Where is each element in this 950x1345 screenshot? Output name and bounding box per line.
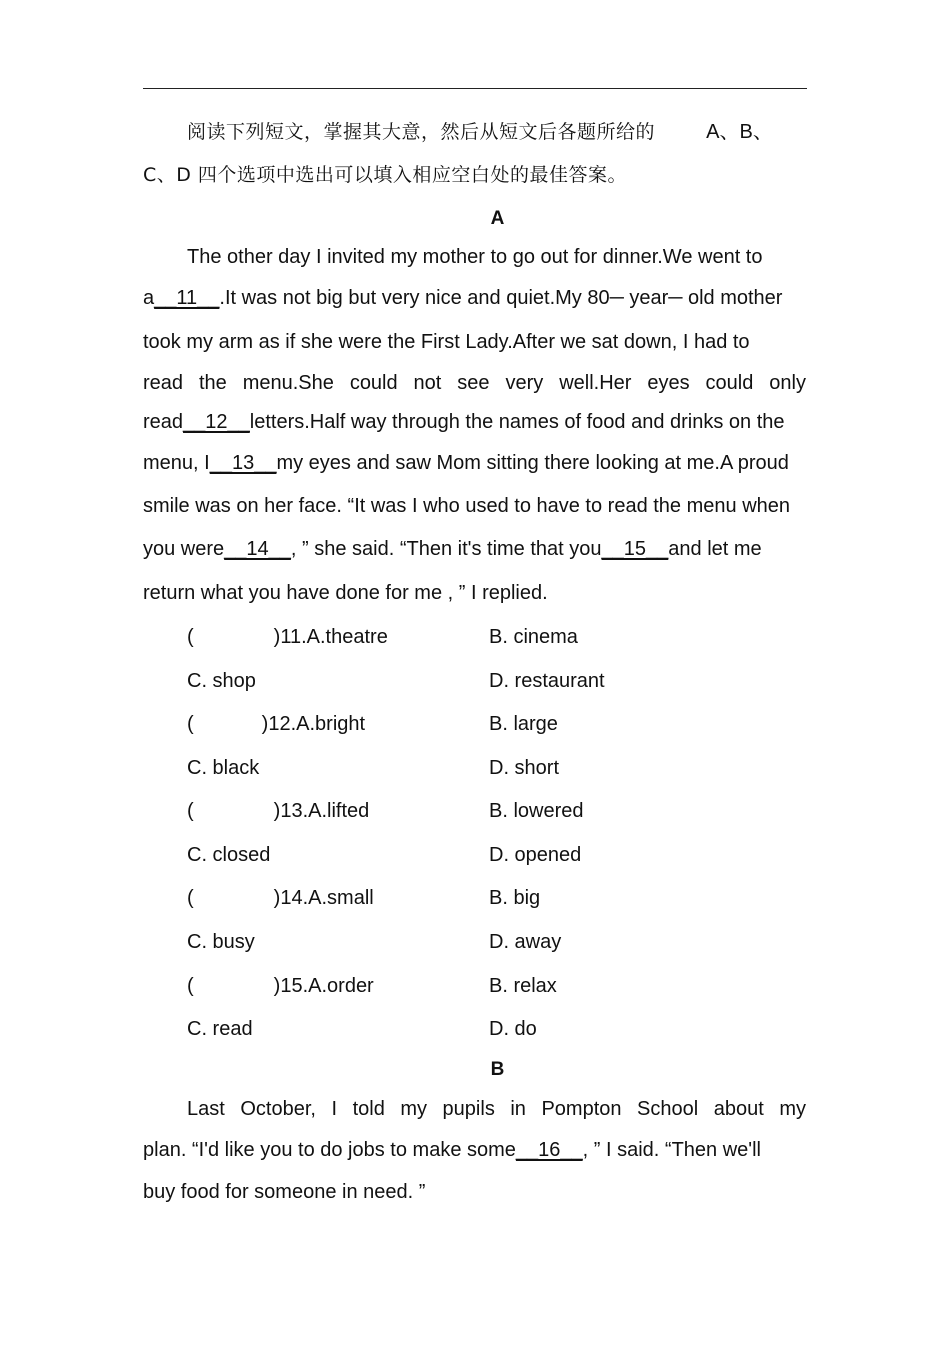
text-segment: plan. “I'd like you to do jobs to make some: [143, 1139, 516, 1161]
question-11-option-d: D. restaurant: [489, 670, 605, 692]
passage-b-line-2: [143, 1138, 761, 1162]
instructions-line-2: [143, 163, 627, 187]
text-segment: , ” she said. “Then it's time that you: [290, 538, 602, 560]
instructions-options: A、B、: [706, 121, 773, 143]
question-14-option-b: B. big: [489, 887, 541, 909]
question-14-option-d: D. away: [489, 931, 562, 953]
question-11-option-b: B. cinema: [489, 626, 578, 648]
question-11-stem: [187, 625, 388, 649]
text-segment: my eyes and saw Mom sitting there looking at me.A proud: [276, 452, 789, 474]
answer-paren-open: (: [187, 626, 194, 648]
question-14-option-c: C. busy: [187, 931, 255, 953]
blank-12: __12__: [183, 411, 250, 433]
answer-paren-open: (: [187, 713, 194, 735]
text-segment: read: [143, 411, 184, 433]
text-segment: a: [143, 287, 155, 309]
instructions-line-1: [187, 120, 773, 144]
question-12-option-d: D. short: [489, 757, 560, 779]
header-rule: [143, 88, 807, 89]
question-15-option-c: C. read: [187, 1018, 253, 1040]
passage-b-line-1: Last October, I told my pupils in Pompton School about my: [187, 1098, 806, 1120]
text-segment: and let me: [668, 538, 762, 560]
passage-a-line-7: smile was on her face. “It was I who used to have to read the menu when: [143, 495, 791, 517]
blank-15: __15__: [601, 538, 669, 560]
passage-a-line-9: return what you have done for me , ” I replied.: [143, 582, 548, 604]
question-13-option-b: B. lowered: [489, 800, 584, 822]
option-a: )11.A.theatre: [273, 626, 388, 648]
passage-b-line-3: buy food for someone in need. ”: [143, 1181, 426, 1203]
answer-paren-open: (: [187, 887, 194, 909]
question-13-option-d: D. opened: [489, 844, 582, 866]
blank-14: __14__: [224, 538, 291, 560]
text-segment: , ” I said. “Then we'll: [582, 1139, 761, 1161]
question-15-stem: [187, 974, 374, 998]
question-14-stem: [187, 886, 374, 910]
passage-a-line-1: The other day I invited my mother to go out for dinner.We went to: [187, 246, 763, 268]
passage-a-line-6: [143, 451, 789, 475]
blank-11: __11__: [154, 287, 220, 309]
question-15-option-d: D. do: [489, 1018, 537, 1040]
question-12-option-c: C. black: [187, 757, 260, 779]
blank-16: __16__: [515, 1139, 583, 1161]
passage-a-line-2: [143, 286, 782, 310]
blank-13: __13__: [209, 452, 277, 474]
passage-a-line-8: [143, 537, 762, 561]
question-15-option-b: B. relax: [489, 975, 557, 997]
passage-a-line-5: [143, 410, 785, 434]
instructions-text: 阅读下列短文，掌握其大意，然后从短文后各题所给的: [187, 121, 656, 143]
text-segment: .It was not big but very nice and quiet.My 80─ year─ old mother: [219, 287, 783, 309]
passage-a-heading: A: [490, 208, 505, 229]
answer-paren-open: (: [187, 975, 194, 997]
option-a: )12.A.bright: [261, 713, 366, 735]
question-12-stem: [187, 712, 365, 736]
text-segment: menu, I: [143, 452, 210, 474]
text-segment: letters.Half way through the names of food and drinks on the: [249, 411, 785, 433]
question-11-option-c: C. shop: [187, 670, 256, 692]
answer-paren-open: (: [187, 800, 194, 822]
option-a: )14.A.small: [273, 887, 374, 909]
passage-b-heading: B: [490, 1059, 505, 1080]
passage-a-line-4: read the menu.She could not see very well.Her eyes could only: [143, 372, 806, 394]
question-12-option-b: B. large: [489, 713, 558, 735]
option-a: )15.A.order: [273, 975, 374, 997]
passage-a-line-3: took my arm as if she were the First Lady.After we sat down, I had to: [143, 331, 750, 353]
text-segment: you were: [143, 538, 225, 560]
option-a: )13.A.lifted: [273, 800, 370, 822]
instructions-text-2: C、D 四个选项中选出可以填入相应空白处的最佳答案。: [143, 164, 627, 186]
question-13-option-c: C. closed: [187, 844, 271, 866]
question-13-stem: [187, 799, 369, 823]
